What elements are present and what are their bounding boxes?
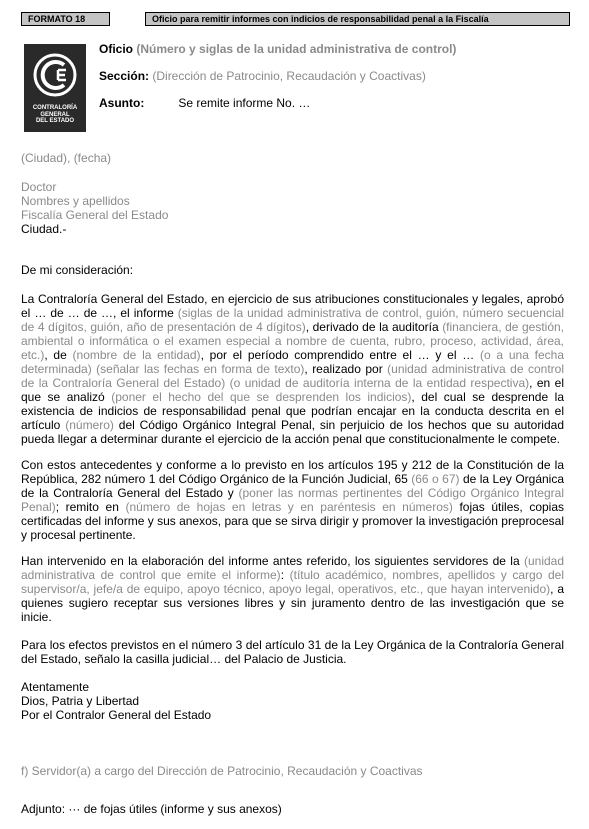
attachment-line: Adjunto: ··· de fojas útiles (informe y sus anexos) [21,802,282,816]
format-header [21,12,570,26]
greeting: De mi consideración: [21,263,134,277]
oficio-field [99,42,456,56]
closing-line-2: Dios, Patria y Libertad [21,694,140,708]
contraloria-logo [24,44,86,132]
recipient-institution: Fiscalía General del Estado [21,208,169,222]
closing-line-3: Por el Contralor General del Estado [21,708,212,722]
oficio-value: (Número y siglas de la unidad administrativa de control) [136,42,457,56]
paragraph-3: Han intervenido en la elaboración del informe antes referido, los siguientes servidores de la (unidad administrativa de control que emite el informe): (título académico, nombres, apellidos y cargo del supervisor/a, jefe/a de equipo, apoyo técnico, apoyo legal, operativos, etc., que hayan intervenido), a quienes sugiero receptar sus versiones libres y sin juramento dentro de las investigación que se inicie. [21,554,564,624]
logo-text-2: GENERAL [40,111,70,118]
paragraph-2: Con estos antecedentes y conforme a lo previsto en los artículos 195 y 212 de la Constitución de la República, 282 número 1 del Código Orgánico de la Función Judicial, 65 (66 o 67) de la Ley Orgánica de la Contraloría General del Estado y (poner las normas pertinentes del Código Orgánico Integral Penal); remito en (número de hojas en letras y en paréntesis en números) fojas útiles, copias certificadas del informe y sus anexos, para que se sirva dirigir y promover la investigación preprocesal y procesal pertinente. [21,458,565,542]
asunto-field [99,96,310,110]
place-date: (Ciudad), (fecha) [21,151,112,165]
recipient-title: Doctor [21,180,57,194]
format-title: Oficio para remitir informes con indicios de responsabilidad penal a la Fiscalía [145,12,570,26]
recipient-city: Ciudad.- [21,222,67,236]
paragraph-4: Para los efectos previstos en el número 3 del artículo 31 de la Ley Orgánica de la Contraloría General del Estado, señalo la casilla judicial… del Palacio de Justicia. [21,638,564,666]
oficio-label: Oficio [99,42,134,56]
logo-text-1: CONTRALORÍA [32,105,78,111]
paragraph-1: La Contraloría General del Estado, en ejercicio de sus atribuciones constitucionales y legales, aprobó el … de … de …, el informe (siglas de la unidad administrativa de control, guión, número secuencial de 4 dígitos, guión, año de presentación de 4 dígitos), derivado de la auditoría (financiera, de gestión, ambiental o informática o el examen especial a nombre de cuenta, rubro, proceso, actividad, área, etc.), de (nombre de la entidad), por el período comprendido entre el … y el … (o a una fecha determinada) (señalar las fechas en forma de texto), realizado por (unidad administrativa de control de la Contraloría General del Estado) (o unidad de auditoría interna de la entidad respectiva), en el que se analizó (poner el hecho del que se desprenden los indicios), del cual se desprende la existencia de indicios de responsabilidad penal que podrían encajar en la conducta descrita en el artículo (número) del Código Orgánico Integral Penal, sin perjuicio de los hechos que su autoridad pueda llegar a determinar durante el ejercicio de la acción penal que constitucionalmente le compete. [21,292,565,446]
seccion-label: Sección: [99,69,150,83]
seccion-field [99,69,426,83]
signature-line: f) Servidor(a) a cargo del Dirección de Patrocinio, Recaudación y Coactivas [21,764,423,778]
asunto-label: Asunto: [99,96,145,110]
recipient-block [21,180,564,236]
logo-text-3: DEL ESTADO [35,118,75,124]
closing-block [21,680,564,722]
seccion-value: (Dirección de Patrocinio, Recaudación y Coactivas) [152,69,426,83]
asunto-value: Se remite informe No. … [178,96,311,110]
format-number: FORMATO 18 [21,12,110,26]
header-spacer [110,12,145,26]
closing-line-1: Atentamente [21,680,90,694]
ce-emblem-icon [24,44,86,104]
recipient-name: Nombres y apellidos [21,194,130,208]
